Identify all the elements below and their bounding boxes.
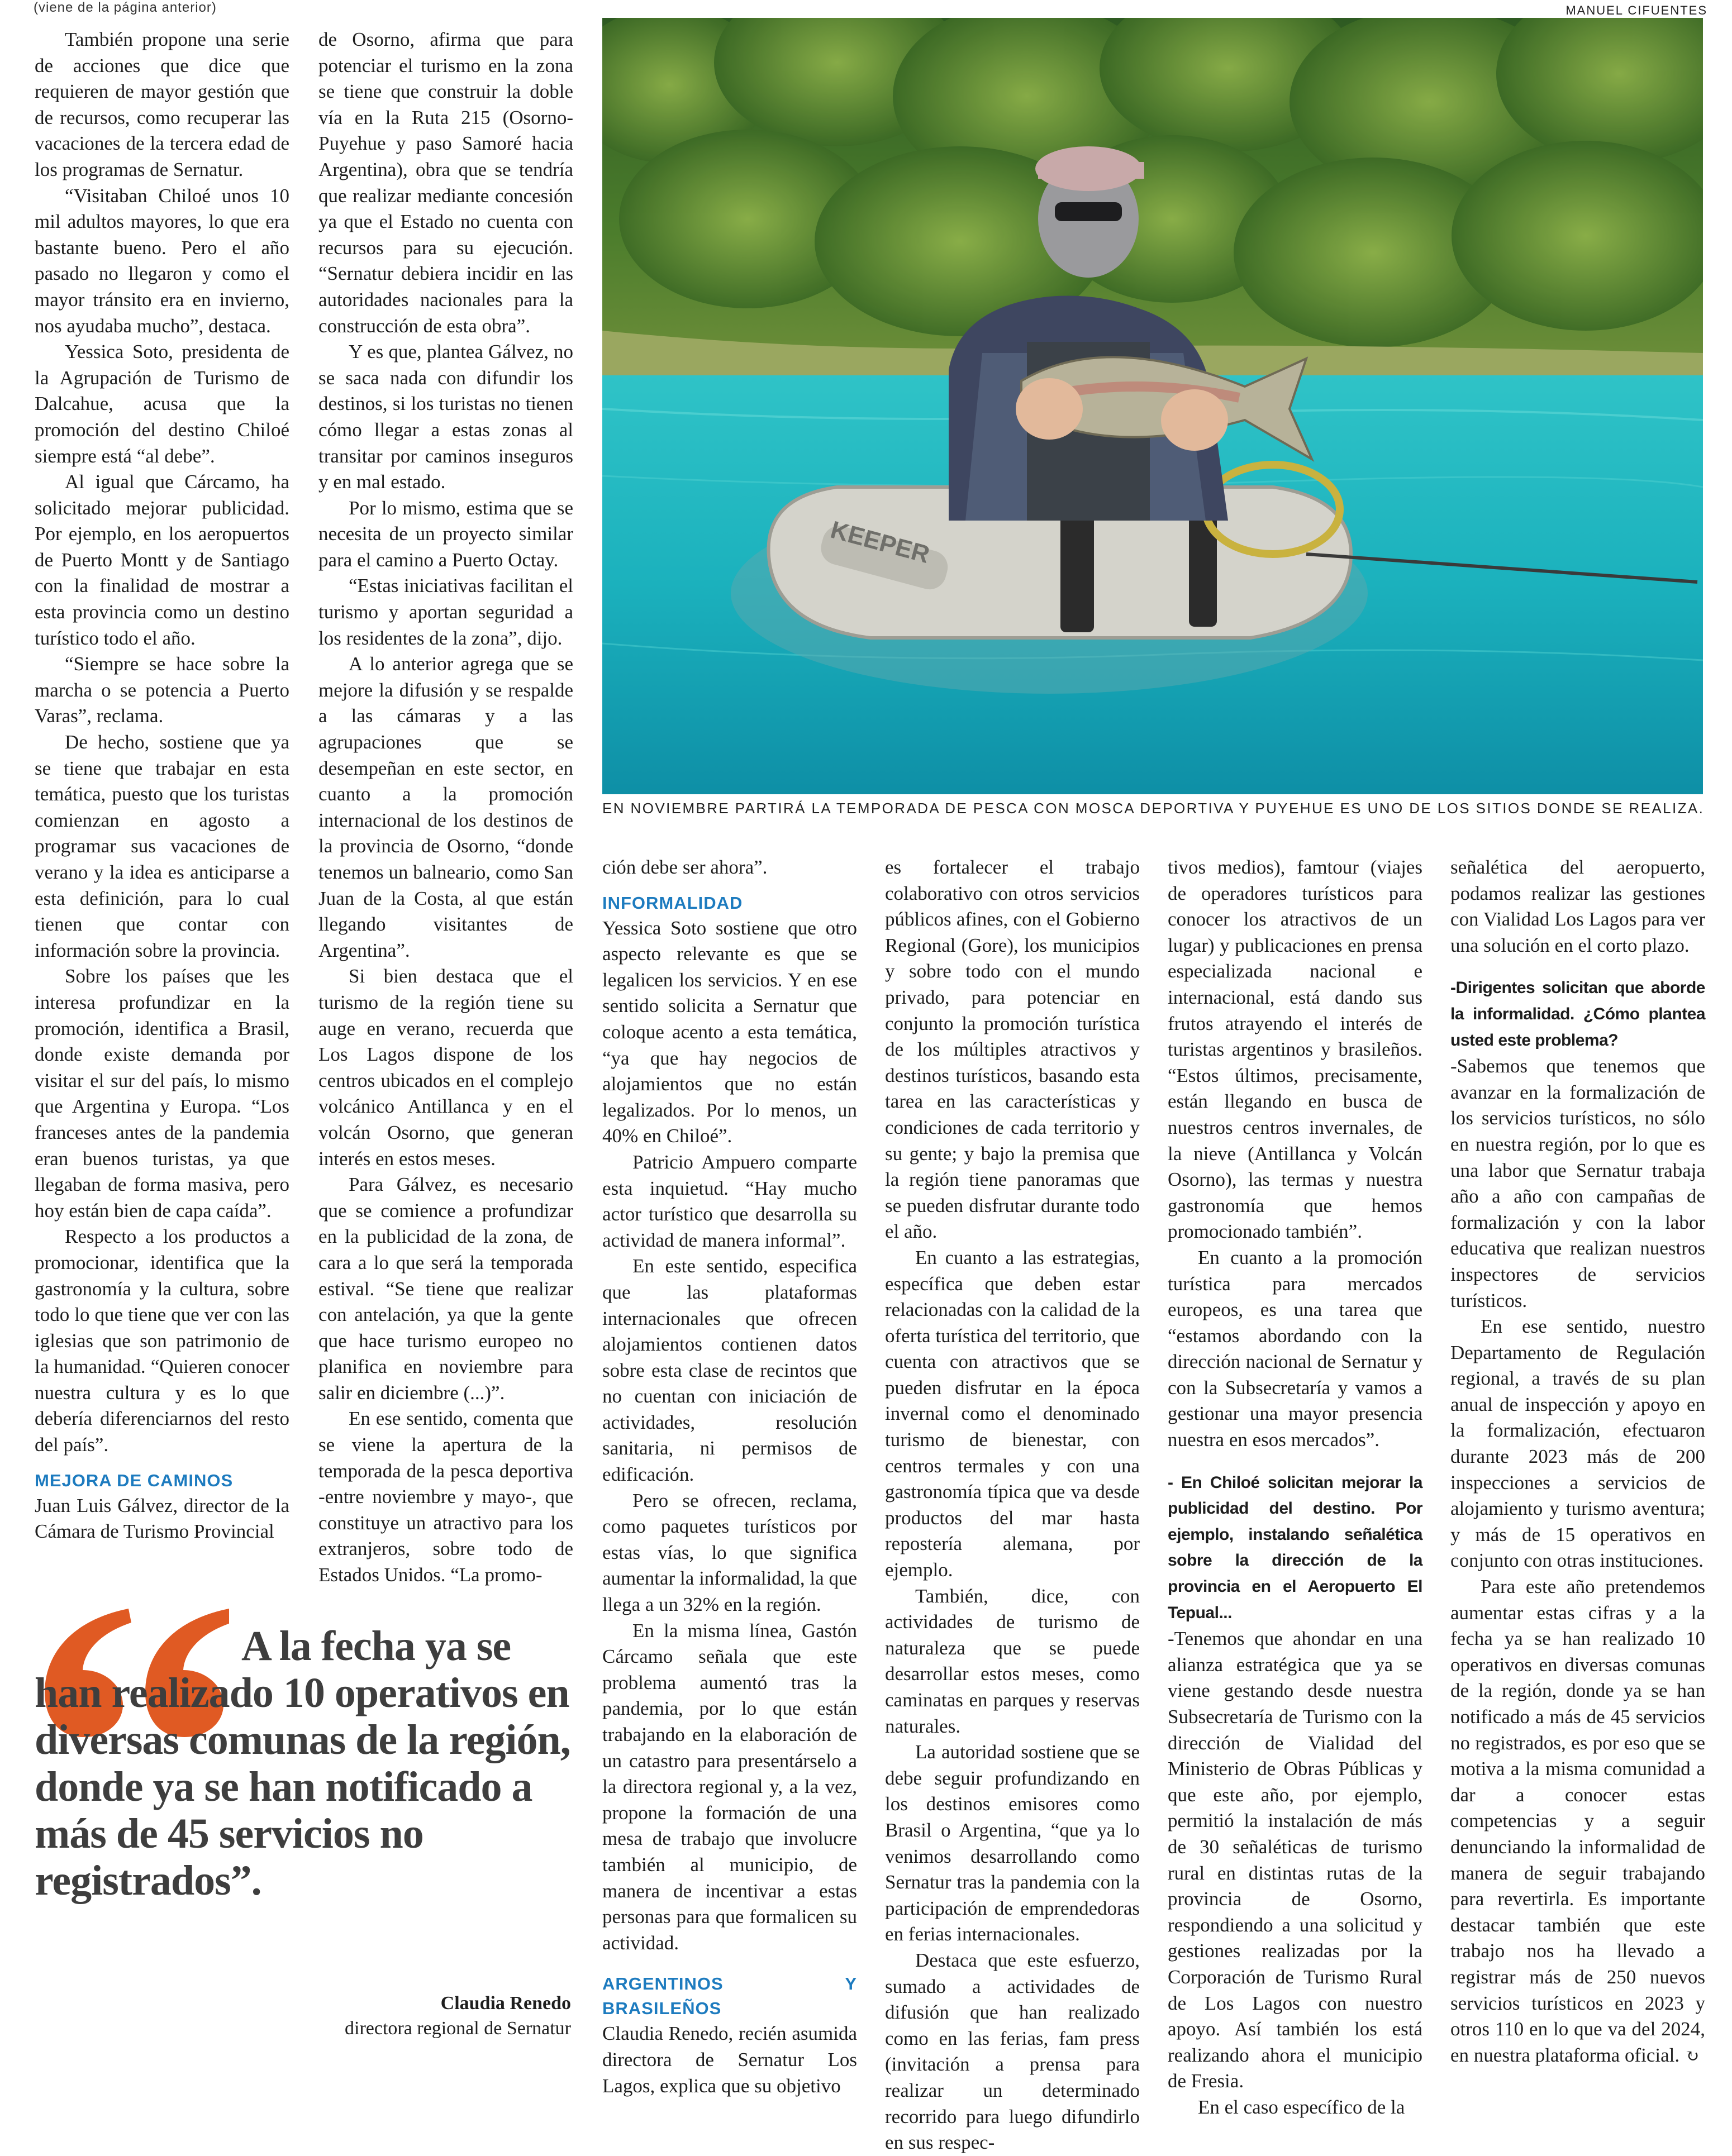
- article-column-2: [318, 27, 573, 1589]
- paragraph: Sobre los países que les interesa profundizar en la promoción, identifica a Brasil, donde existe demanda por visitar el sur del país, lo mismo que Argentina y Europa. “Los franceses antes de la pandemia eran buenos turistas, ya que llegaban de forma masiva, pero hoy están bien de capa caída”.: [35, 965, 289, 1222]
- paragraph: Pero se ofrecen, reclama, como paquetes turísticos por estas vías, lo que significa aumentar la informalidad, la que llega a un 32% en la región.: [602, 1489, 857, 1616]
- subhead-argentinos-y-brasilenos: ARGENTINOS Y BRASILEÑOS: [602, 1974, 857, 2019]
- interview-answer: -Sabemos que tenemos que avanzar en la formalización de los servicios turísticos, no sólo en nuestra región, por lo que es una labor que Sernatur trabaja año a año con campañas de formalización y con la labor educativa que realizan nuestros inspectores de servicios turísticos.: [1450, 1055, 1705, 1311]
- paragraph-text: Para este año pretendemos aumentar estas cifras y a la fecha ya se han realizado 10 operativos en diversas comunas de la región, donde ya se han notificado a más de 45 servicios no registrados, es por eso que se motiva a la misma comunidad a dar a conocer estas competencias y a seguir denunciando la informalidad de manera de seguir trabajando para revertirla. Es importante destacar también que este trabajo nos ha llevado a registrar más de 250 nuevos servicios turísticos en 2023 y otros 110 en lo que va del 2024, en nuestra plataforma oficial.: [1450, 1576, 1705, 2066]
- paragraph: Si bien destaca que el turismo de la región tiene su auge en verano, recuerda que Los Lagos dispone de los centros ubicados en el complejo volcánico Antillanca y en el volcán Osorno, que generan interés en estos meses.: [318, 965, 573, 1170]
- paragraph: En cuanto a la promoción turística para mercados europeos, es una tarea que “estamos abordando con la dirección nacional de Sernatur y con la Subsecretaría y vamos a gestionar una mayor presencia nuestra en esos mercados”.: [1168, 1246, 1422, 1451]
- paragraph: Claudia Renedo, recién asumida directora de Sernatur Los Lagos, explica que su objetivo: [602, 2023, 857, 2097]
- paragraph: [1450, 1574, 1705, 2069]
- paragraph: Al igual que Cárcamo, ha solicitado mejorar publicidad. Por ejemplo, en los aeropuertos de Puerto Montt y de Santiago con la finalidad de mostrar a esta provincia como un destino turístico todo el año.: [35, 471, 289, 649]
- end-of-article-icon: ↻: [1685, 2046, 1700, 2066]
- pull-quote-text: A la fecha ya se han realizado 10 operativos en diversas comunas de la región, donde ya se han notificado a más de 45 servicios no registrados”.: [35, 1623, 570, 1904]
- quote-attribution-role: directora regional de Sernatur: [345, 2018, 571, 2039]
- paragraph: Por lo mismo, estima que se necesita de un proyecto similar para el camino a Puerto Octay.: [318, 497, 573, 571]
- paragraph: También, dice, con actividades de turismo de naturaleza que se puede desarrollar estos meses, como caminatas en parques y reservas naturales.: [885, 1585, 1140, 1737]
- paragraph: De hecho, sostiene que ya se tiene que trabajar en esta temática, puesto que los turistas comienzan en agosto a programar sus vacaciones de verano y la idea es anticiparse a esta definición, para lo cual tienen que contar con información sobre la provincia.: [35, 731, 289, 961]
- paragraph: En la misma línea, Gastón Cárcamo señala que este problema aumentó tras la pandemia, por lo que están trabajando en la elaboración de un catastro para presentárselo a la directora regional y, a la vez, propone la formación de una mesa de trabajo que involucre también al municipio, de manera de incentivar a estas personas para que formalicen su actividad.: [602, 1619, 857, 1954]
- fishing-photo: [602, 18, 1703, 794]
- paragraph: En este sentido, especifica que las plataformas internacionales que ofrecen alojamientos contienen datos sobre esta clase de recintos que no cuentan con iniciación de actividades, resolución sanitaria, ni permisos de edificación.: [602, 1255, 857, 1486]
- paragraph: Juan Luis Gálvez, director de la Cámara de Turismo Provincial: [35, 1494, 289, 1543]
- interview-question: - En Chiloé solicitan mejorar la publicidad del destino. Por ejemplo, instalando señalética sobre la dirección de la provincia en el Aeropuerto El Tepual...: [1168, 1473, 1422, 1622]
- photo-credit: MANUEL CIFUENTES: [1566, 3, 1707, 17]
- paragraph: “Visitaban Chiloé unos 10 mil adultos mayores, lo que era bastante bueno. Pero el año pasado no llegaron y como el mayor tránsito era en invierno, nos ayudaba mucho”, destaca.: [35, 184, 289, 337]
- fishing-photo-illustration: [602, 18, 1703, 794]
- subhead-mejora-de-caminos: MEJORA DE CAMINOS: [35, 1470, 234, 1490]
- pull-quote: [35, 1623, 577, 1904]
- continued-note: (viene de la página anterior): [34, 0, 217, 15]
- paragraph: “Estas iniciativas facilitan el turismo y aportan seguridad a los residentes de la zona”, dijo.: [318, 575, 573, 649]
- paragraph: Yessica Soto, presidenta de la Agrupación de Turismo de Dalcahue, acusa que la promoción del destino Chiloé siempre está “al debe”.: [35, 341, 289, 467]
- boat-brand-text: KEEPER: [827, 516, 932, 569]
- article-column-5: [1168, 855, 1422, 2121]
- paragraph: A lo anterior agrega que se mejore la difusión y se respalde a las cámaras y a las agrupaciones que se desempeñan en este sector, en cuanto a la promoción internacional de los destinos de la provincia de Osorno, “donde tenemos un balneario, como San Juan de la Costa, al que están llegando visitantes de Argentina”.: [318, 653, 573, 961]
- paragraph: En ese sentido, comenta que se viene la apertura de la temporada de la pesca deportiva -entre noviembre y mayo-, que constituye un atractivo para los extranjeros, sobre todo de Estados Unidos. “La promo-: [318, 1408, 573, 1586]
- paragraph: “Siempre se hace sobre la marcha o se potencia a Puerto Varas”, reclama.: [35, 653, 289, 727]
- article-column-1: [35, 27, 289, 1545]
- article-column-3: [602, 855, 857, 2099]
- article-column-4: [885, 855, 1140, 2156]
- paragraph: Yessica Soto sostiene que otro aspecto relevante es que se legalicen los servicios. Y en ese sentido solicita a Sernatur que coloque acento a esta temática, “ya que hay negocios de alojamientos que no están legalizados. Por lo menos, un 40% en Chiloé”.: [602, 917, 857, 1147]
- paragraph: Destaca que este esfuerzo, sumado a actividades de difusión que han realizado como en las ferias, fam press (invitación a prensa para realizar un determinado recorrido para luego difundirlo en sus respec-: [885, 1949, 1140, 2154]
- paragraph: señalética del aeropuerto, podamos realizar las gestiones con Vialidad Los Lagos para ver una solución en el corto plazo.: [1450, 856, 1705, 956]
- paragraph: En cuanto a las estrategias, específica que deben estar relacionadas con la calidad de la oferta turística del territorio, que cuenta con atractivos que se pueden disfrutar en la época invernal como el denominado turismo de bienestar, con centros termales y con una gastronomía típica que va desde productos del mar hasta repostería alemana, por ejemplo.: [885, 1246, 1140, 1581]
- paragraph: También propone una serie de acciones que dice que requieren de mayor gestión que de recursos, como recuperar las vacaciones de la tercera edad de los programas de Sernatur.: [35, 28, 289, 180]
- photo-caption: EN NOVIEMBRE PARTIRÁ LA TEMPORADA DE PESCA CON MOSCA DEPORTIVA Y PUYEHUE ES UNO DE LOS SITIOS DONDE SE REALIZA.: [602, 800, 1705, 817]
- paragraph: ción debe ser ahora”.: [602, 856, 768, 878]
- paragraph: Para Gálvez, es necesario que se comience a profundizar en la publicidad de la zona, de cara a lo que será la temporada estival. “Se tiene que realizar con antelación, ya que la gente que hace turismo europeo no planifica en noviembre para salir en diciembre (...)”.: [318, 1174, 573, 1404]
- paragraph: Y es que, plantea Gálvez, no se saca nada con difundir los destinos, si los turistas no tienen cómo llegar a estas zonas al transitar por caminos inseguros y en mal estado.: [318, 341, 573, 493]
- paragraph: es fortalecer el trabajo colaborativo con otros servicios públicos afines, con el Gobierno Regional (Gore), los municipios y sobre todo con el mundo privado, para potenciar en conjunto la promoción turística de los múltiples atractivos y destinos turísticos, basando esta tarea en las características y condiciones de cada territorio y su gente; y bajo la premisa que la región tiene panoramas que se pueden disfrutar durante todo el año.: [885, 856, 1140, 1243]
- subhead-informalidad: INFORMALIDAD: [602, 893, 743, 913]
- paragraph: Patricio Ampuero comparte esta inquietud. “Hay mucho actor turístico que desarrolla su actividad de manera informal”.: [602, 1151, 857, 1251]
- article-column-6: [1450, 855, 1705, 2069]
- paragraph: tivos medios), famtour (viajes de operadores turísticos para conocer los atractivos de un lugar) y publicaciones en prensa especializada nacional e internacional, está dando sus frutos atrayendo el interés de turistas argentinos y brasileños. “Estos últimos, precisamente, están llegando en busca de nuestros centros invernales, de la nieve (Antillanca y Volcán Osorno), las termas y nuestra gastronomía que hemos promocionado también”.: [1168, 856, 1422, 1243]
- interview-answer: -Tenemos que ahondar en una alianza estratégica que ya se viene gestando desde nuestra Subsecretaría de Turismo con la dirección de Vialidad del Ministerio de Obras Públicas y que este año, por ejemplo, permitió la instalación de más de 30 señaléticas de turismo rural en distintas rutas de la provincia de Osorno, respondiendo a una solicitud y gestiones realizadas por la Corporación de Turismo Rural de Los Lagos con nuestro apoyo. Así también los está realizando ahora el municipio de Fresia.: [1168, 1628, 1422, 2092]
- paragraph: En ese sentido, nuestro Departamento de Regulación regional, a través de su plan anual de inspección y apoyo en la formalización, efectuaron durante 2023 más de 200 inspecciones a servicios de alojamiento y turismo aventura; y más de 15 operativos en conjunto con otras instituciones.: [1450, 1315, 1705, 1572]
- paragraph: La autoridad sostiene que se debe seguir profundizando en los destinos emisores como Brasil o Argentina, “que ya lo venimos desarrollando como Sernatur tras la pandemia con la participación de emprendedoras en ferias internacionales.: [885, 1741, 1140, 1945]
- paragraph: de Osorno, afirma que para potenciar el turismo en la zona se tiene que construir la doble vía en la Ruta 215 (Osorno-Puyehue y paso Samoré hacia Argentina), obra que se tendría que realizar mediante concesión ya que el Estado no cuenta con recursos para su ejecución. “Sernatur debiera incidir en las autoridades nacionales para la construcción de esta obra”.: [318, 28, 573, 337]
- paragraph: En el caso específico de la: [1198, 2096, 1405, 2118]
- paragraph: Respecto a los productos a promocionar, identifica que la gastronomía y la cultura, sobre todo lo que tiene que ver con las iglesias que son patrimonio de la humanidad. “Quieren conocer nuestra cultura y es lo que debería diferenciarnos del resto del país”.: [35, 1225, 289, 1456]
- interview-question: -Dirigentes solicitan que aborde la informalidad. ¿Cómo plantea usted este problema?: [1450, 979, 1705, 1050]
- quote-attribution-name: Claudia Renedo: [440, 1993, 571, 2014]
